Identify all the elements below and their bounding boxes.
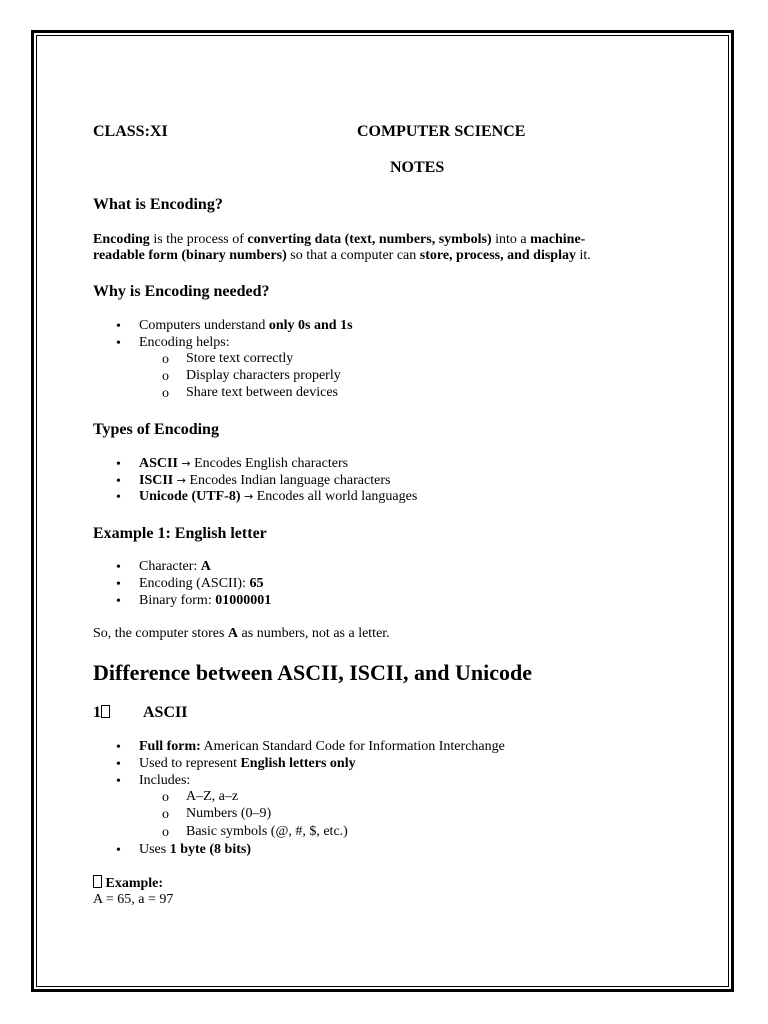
right-arrow-icon: → [244, 490, 254, 503]
keycap-glyph-icon [101, 705, 110, 718]
list-item: Character: A [139, 559, 211, 574]
bullet-icon: • [116, 577, 121, 592]
sub-bullet-icon: o [162, 369, 169, 384]
example-value: A = 65, a = 97 [93, 892, 174, 907]
bullet-icon: • [116, 560, 121, 575]
heading-difference: Difference between ASCII, ISCII, and Unicode [93, 660, 532, 685]
sub-list-item: Store text correctly [186, 351, 294, 366]
right-arrow-icon: → [181, 457, 191, 470]
sub-list-item: Share text between devices [186, 385, 338, 400]
heading-example-1: Example 1: English letter [93, 525, 267, 542]
list-item: Binary form: 01000001 [139, 593, 272, 608]
example-summary: So, the computer stores A as numbers, not as a letter. [93, 626, 390, 641]
list-item: Encoding (ASCII): 65 [139, 576, 264, 591]
list-item: Uses 1 byte (8 bits) [139, 842, 252, 857]
sub-bullet-icon: o [162, 352, 169, 367]
subheading-ascii-title: ASCII [143, 704, 188, 721]
sub-bullet-icon: o [162, 790, 169, 805]
bullet-icon: • [116, 843, 121, 858]
bullet-icon: • [116, 594, 121, 609]
subject-title: COMPUTER SCIENCE [357, 123, 526, 140]
sub-list-item: Basic symbols (@, #, $, etc.) [186, 824, 348, 839]
heading-why-encoding: Why is Encoding needed? [93, 283, 270, 300]
bullet-icon: • [116, 774, 121, 789]
bullet-icon: • [116, 457, 121, 472]
list-item: ASCII → Encodes English characters [139, 456, 349, 471]
sub-list-item: A–Z, a–z [186, 789, 239, 804]
bullet-icon: • [116, 336, 121, 351]
list-item: Unicode (UTF-8) → Encodes all world languages [139, 489, 418, 504]
bullet-icon: • [116, 474, 121, 489]
heading-types-of-encoding: Types of Encoding [93, 421, 219, 438]
pin-glyph-icon [93, 875, 102, 888]
definition-line-1: Encoding is the process of converting data (text, numbers, symbols) into a machine- [93, 232, 586, 247]
sub-list-item: Numbers (0–9) [186, 806, 272, 821]
list-item: Computers understand only 0s and 1s [139, 318, 353, 333]
bullet-icon: • [116, 490, 121, 505]
bullet-icon: • [116, 319, 121, 334]
example-label: Example: [93, 875, 163, 892]
bullet-icon: • [116, 757, 121, 772]
list-item: ISCII → Encodes Indian language characters [139, 473, 391, 488]
sub-bullet-icon: o [162, 386, 169, 401]
subheading-ascii: 1 [93, 704, 110, 722]
list-item: Full form: American Standard Code for Information Interchange [139, 739, 505, 754]
notes-title: NOTES [390, 159, 445, 176]
list-item: Includes: [139, 773, 191, 788]
list-item: Used to represent English letters only [139, 756, 356, 771]
sub-bullet-icon: o [162, 807, 169, 822]
class-label: CLASS:XI [93, 123, 168, 140]
bullet-icon: • [116, 740, 121, 755]
sub-bullet-icon: o [162, 825, 169, 840]
right-arrow-icon: → [176, 474, 186, 487]
list-item: Encoding helps: [139, 335, 230, 350]
sub-list-item: Display characters properly [186, 368, 341, 383]
heading-what-is-encoding: What is Encoding? [93, 196, 223, 213]
definition-line-2: readable form (binary numbers) so that a computer can store, process, and display it. [93, 248, 591, 263]
